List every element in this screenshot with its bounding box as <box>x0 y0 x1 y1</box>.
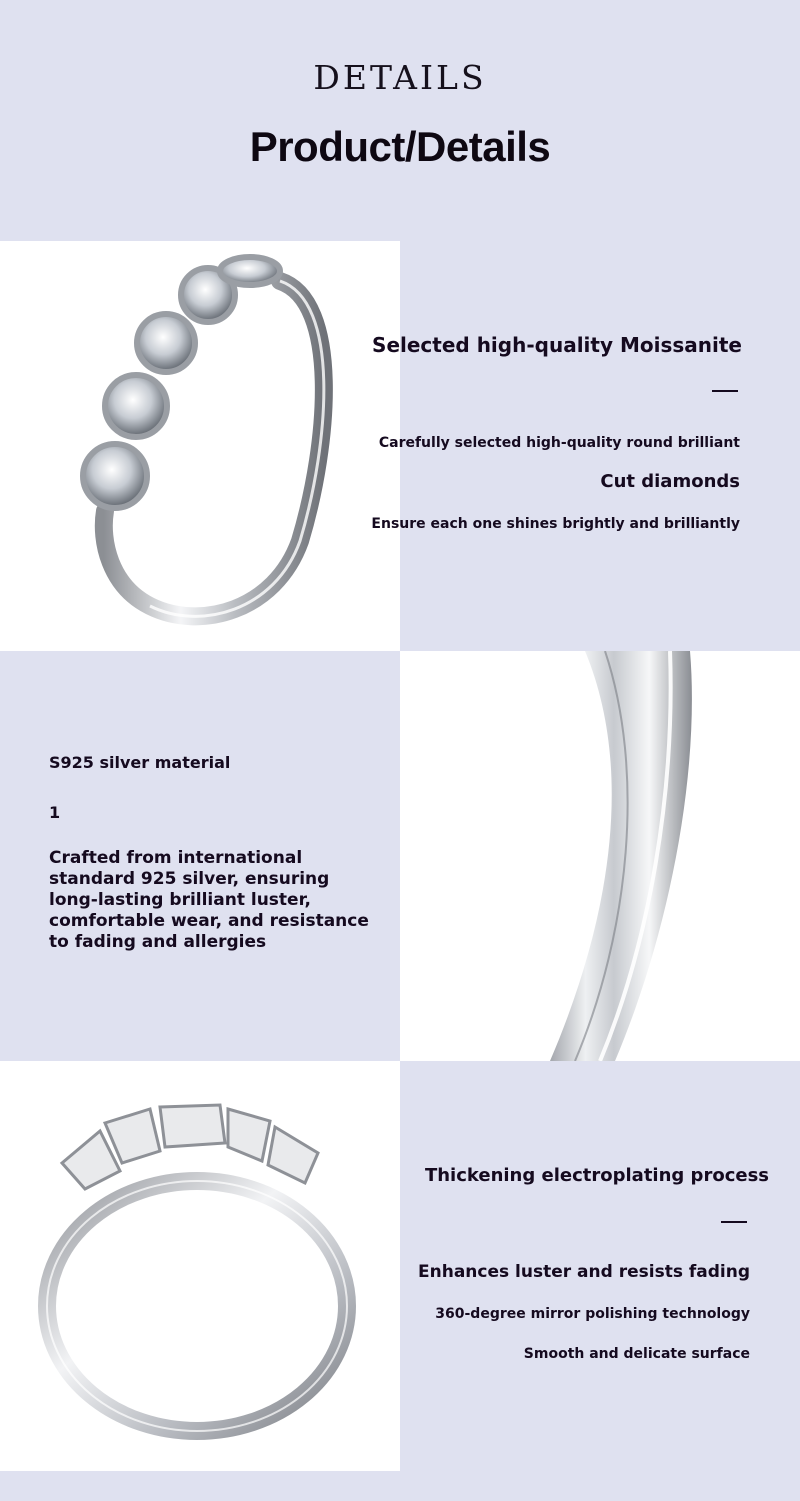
section1-line2: Cut diamonds <box>600 471 740 492</box>
section2-heading: S925 silver material <box>49 753 231 772</box>
ring-closeup-image <box>400 651 800 1061</box>
section1-line1: Carefully selected high-quality round brilliant <box>378 435 740 451</box>
page-title: Product/Details <box>249 123 551 170</box>
page-header <box>0 0 800 241</box>
section3-line3: Smooth and delicate surface <box>523 1346 750 1362</box>
section1-dash <box>712 390 738 392</box>
section1-text-panel <box>371 241 800 651</box>
ring-top-view-image <box>0 241 400 651</box>
section2-text-panel <box>0 651 400 1061</box>
section1-heading: Selected high-quality Moissanite <box>372 333 742 357</box>
details-kicker: DETAILS <box>313 58 487 97</box>
section2-index: 1 <box>49 803 61 822</box>
ring-front-view-image <box>0 1061 400 1471</box>
section3-dash <box>721 1221 747 1223</box>
section3-line2: 360-degree mirror polishing technology <box>435 1306 750 1322</box>
section2-body: Crafted from international standard 925 silver, ensuring long-lasting brilliant luster, comfortable wear, and resistance to fading and allergies <box>49 848 369 952</box>
section1-line3: Ensure each one shines brightly and brilliantly <box>371 516 740 532</box>
section3-heading: Thickening electroplating process <box>424 1165 769 1186</box>
section3-text-panel <box>400 1061 800 1471</box>
section3-line1: Enhances luster and resists fading <box>418 1262 750 1282</box>
